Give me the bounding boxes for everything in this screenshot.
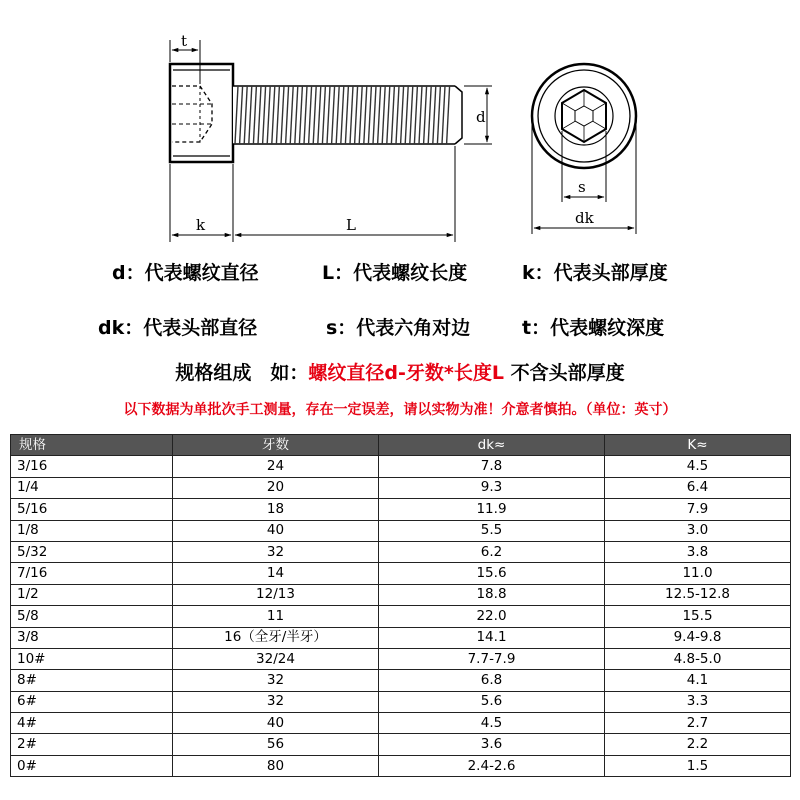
table-row	[11, 648, 791, 669]
cell-dk: 5.6	[379, 691, 605, 712]
cell-thread-count: 32	[173, 691, 379, 712]
screw-diagram	[0, 0, 800, 250]
cell-dk: 4.5	[379, 713, 605, 734]
legend-d: d：代表螺纹直径	[112, 262, 259, 284]
table-row	[11, 670, 791, 691]
cell-k: 4.8-5.0	[605, 648, 791, 669]
table-row	[11, 713, 791, 734]
dim-d-label: d	[476, 108, 486, 126]
table-row	[11, 456, 791, 477]
table-row	[11, 627, 791, 648]
screw-head-side	[170, 64, 233, 162]
cell-spec: 5/32	[11, 541, 173, 562]
cell-spec: 8#	[11, 670, 173, 691]
cell-thread-count: 18	[173, 499, 379, 520]
cell-dk: 15.6	[379, 563, 605, 584]
cell-thread-count: 40	[173, 520, 379, 541]
cell-spec: 3/8	[11, 627, 173, 648]
spec-prefix: 规格组成 如：	[175, 362, 309, 384]
cell-thread-count: 32/24	[173, 648, 379, 669]
cell-dk: 22.0	[379, 606, 605, 627]
cell-spec: 7/16	[11, 563, 173, 584]
cell-dk: 5.5	[379, 520, 605, 541]
table-row	[11, 520, 791, 541]
table-row	[11, 606, 791, 627]
cell-k: 3.3	[605, 691, 791, 712]
cell-thread-count: 40	[173, 713, 379, 734]
dim-dk-label: dk	[575, 209, 594, 227]
cell-dk: 2.4-2.6	[379, 755, 605, 776]
cell-thread-count: 12/13	[173, 584, 379, 605]
cell-dk: 14.1	[379, 627, 605, 648]
table-row	[11, 691, 791, 712]
measurement-notice: 以下数据为单批次手工测量，存在一定误差，请以实物为准！介意者慎拍。（单位：英寸）	[123, 402, 677, 418]
cell-k: 4.1	[605, 670, 791, 691]
header-k: K≈	[605, 435, 791, 456]
table-row	[11, 584, 791, 605]
spec-suffix: 不含头部厚度	[510, 362, 625, 384]
table-row	[11, 563, 791, 584]
table-body	[11, 456, 791, 777]
cell-spec: 2#	[11, 734, 173, 755]
dim-k-label: k	[196, 216, 206, 234]
cell-k: 4.5	[605, 456, 791, 477]
cell-thread-count: 14	[173, 563, 379, 584]
table-header-row	[11, 435, 791, 456]
cell-k: 3.0	[605, 520, 791, 541]
cell-thread-count: 16（全牙/半牙）	[173, 627, 379, 648]
cell-k: 2.7	[605, 713, 791, 734]
cell-spec: 1/8	[11, 520, 173, 541]
dim-L-label: L	[346, 216, 356, 234]
dim-s-label: s	[578, 178, 586, 196]
table-row	[11, 734, 791, 755]
cell-thread-count: 24	[173, 456, 379, 477]
table-row	[11, 541, 791, 562]
cell-spec: 0#	[11, 755, 173, 776]
legend-s: s：代表六角对边	[326, 317, 471, 339]
spec-table	[10, 434, 791, 777]
cell-spec: 3/16	[11, 456, 173, 477]
dim-d	[464, 86, 492, 144]
cell-spec: 4#	[11, 713, 173, 734]
legend-t: t：代表螺纹深度	[522, 317, 665, 339]
legend-dk: dk：代表头部直径	[98, 317, 258, 339]
cell-spec: 6#	[11, 691, 173, 712]
cell-thread-count: 11	[173, 606, 379, 627]
cell-k: 2.2	[605, 734, 791, 755]
table-row	[11, 755, 791, 776]
screw-end-view	[532, 64, 636, 168]
cell-thread-count: 20	[173, 477, 379, 498]
cell-dk: 7.8	[379, 456, 605, 477]
cell-dk: 3.6	[379, 734, 605, 755]
cell-dk: 6.2	[379, 541, 605, 562]
legend-L: L：代表螺纹长度	[322, 262, 468, 284]
table-row	[11, 477, 791, 498]
cell-k: 12.5-12.8	[605, 584, 791, 605]
cell-k: 9.4-9.8	[605, 627, 791, 648]
cell-k: 11.0	[605, 563, 791, 584]
cell-spec: 5/8	[11, 606, 173, 627]
table-row	[11, 499, 791, 520]
cell-dk: 18.8	[379, 584, 605, 605]
cell-k: 15.5	[605, 606, 791, 627]
cell-thread-count: 80	[173, 755, 379, 776]
header-dk: dk≈	[379, 435, 605, 456]
cell-dk: 11.9	[379, 499, 605, 520]
legend-k: k：代表头部厚度	[522, 262, 668, 284]
cell-dk: 7.7-7.9	[379, 648, 605, 669]
cell-dk: 6.8	[379, 670, 605, 691]
cell-spec: 5/16	[11, 499, 173, 520]
cell-k: 1.5	[605, 755, 791, 776]
spec-formula: 螺纹直径d-牙数*长度L	[308, 362, 504, 384]
cell-k: 6.4	[605, 477, 791, 498]
cell-spec: 1/4	[11, 477, 173, 498]
cell-dk: 9.3	[379, 477, 605, 498]
cell-thread-count: 56	[173, 734, 379, 755]
cell-k: 3.8	[605, 541, 791, 562]
spec-format-line	[0, 358, 800, 385]
dim-t-label: t	[181, 32, 188, 50]
cell-k: 7.9	[605, 499, 791, 520]
header-spec: 规格	[11, 435, 173, 456]
screw-shank-side	[233, 86, 462, 144]
header-thread-count: 牙数	[173, 435, 379, 456]
cell-thread-count: 32	[173, 541, 379, 562]
cell-thread-count: 32	[173, 670, 379, 691]
cell-spec: 10#	[11, 648, 173, 669]
cell-spec: 1/2	[11, 584, 173, 605]
